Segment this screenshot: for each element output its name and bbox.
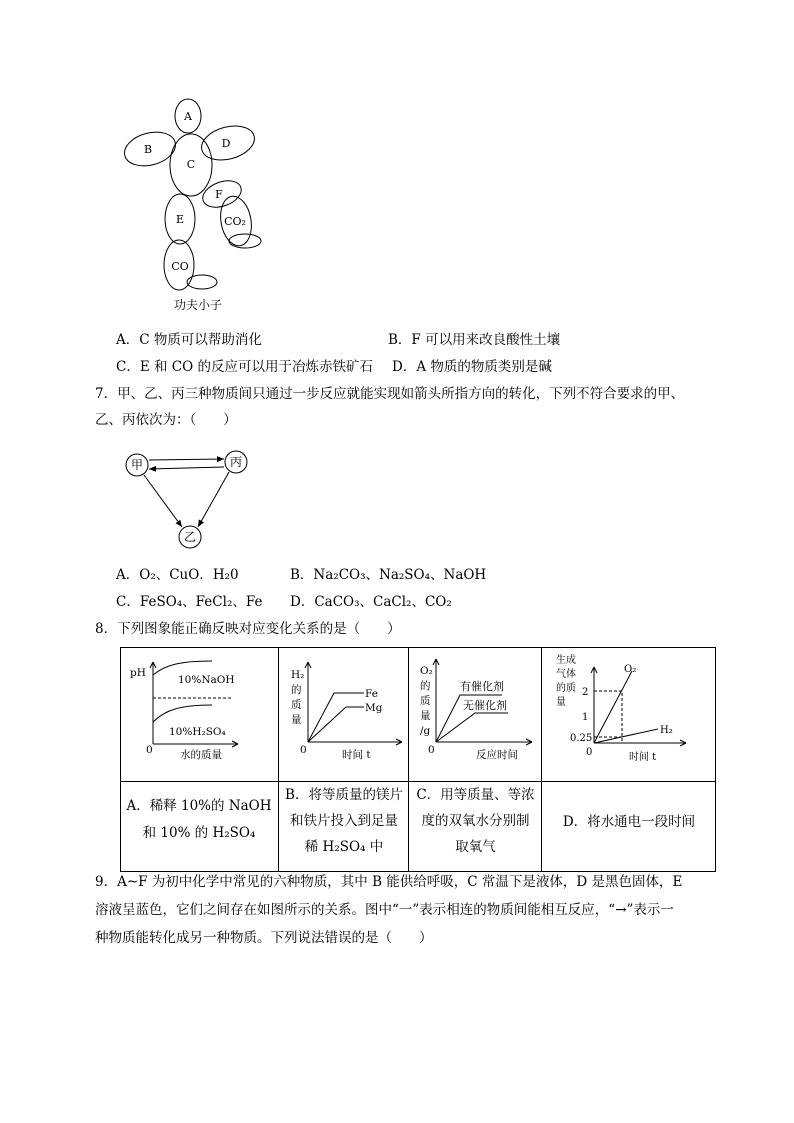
label-d: D [221, 137, 231, 150]
node-jia-label: 甲 [130, 458, 144, 472]
graph-a-xlabel: 水的质量 [180, 749, 222, 761]
label-c: C [186, 158, 196, 171]
o2-line [594, 671, 632, 743]
naoh-curve [153, 661, 212, 675]
q8-caption-d-line1: D．将水通电一段时间 [562, 814, 696, 830]
label-e: E [175, 213, 185, 226]
graph-d-ylabel-3: 量 [556, 697, 566, 708]
graph-d-tick-2: 2 [582, 687, 589, 698]
q8-caption-a [120, 795, 278, 844]
graph-d-tick-025: 0.25 [570, 733, 593, 744]
q9-stem-line1: 9．A~F 为初中化学中常见的六种物质，其中 B 能供给呼吸，C 常温下是液体，D 是黑色固体，E [95, 874, 683, 890]
figure-caption: 功夫小子 [173, 298, 223, 312]
graph-c-xlabel: 反应时间 [476, 749, 518, 761]
kungfu-kid-figure [118, 95, 278, 325]
graph-d-line2-label: H₂ [660, 725, 673, 736]
graph-a [130, 661, 238, 761]
node-co2-foot-ellipse [229, 234, 261, 248]
graph-a-curve1-label: 10%NaOH [178, 674, 235, 686]
label-f: F [215, 188, 223, 201]
graph-b-xlabel: 时间 t [342, 749, 371, 761]
q7-option-a: A．O₂、CuO．H₂0 [116, 567, 239, 583]
graph-c-ylabel-2: 质 [420, 695, 431, 707]
q7-option-b: B．Na₂CO₃、Na₂SO₄、NaOH [290, 567, 487, 583]
q8-caption-a-line2: 和 10% 的 H₂SO₄ [142, 825, 256, 841]
node-yi-label: 乙 [183, 530, 197, 544]
arrow-bing-to-jia [149, 467, 224, 469]
arrow-bing-to-yi [198, 472, 229, 527]
q8-caption-c-line1: C．用等质量、等浓 [416, 787, 535, 803]
graph-b-ylabel-1: 的 [291, 684, 302, 696]
graph-c-line1-label: 有催化剂 [460, 680, 504, 693]
q7-option-d: D．CaCO₃、CaCl₂、CO₂ [290, 594, 452, 610]
graph-c [420, 659, 532, 761]
q7-stem-line2: 乙、丙依次为：（ ） [95, 412, 237, 428]
q8-caption-c [409, 784, 542, 858]
node-co-foot-ellipse [187, 275, 217, 289]
graph-c-ylabel-0: O₂ [420, 665, 433, 677]
q8-caption-b-line1: B．将等质量的镁片 [285, 787, 403, 803]
graph-b-ylabel-0: H₂ [291, 669, 305, 681]
label-co2: CO₂ [224, 215, 246, 228]
q6-option-a: A．C 物质可以帮助消化 [116, 332, 262, 348]
graph-b-line1-label: Fe [365, 688, 378, 700]
h2-line [594, 729, 658, 743]
graph-d [556, 653, 686, 763]
q8-caption-c-line3: 取氧气 [455, 839, 496, 855]
q6-option-b: B．F 可以用来改良酸性土壤 [388, 332, 561, 348]
q6-option-d: D．A 物质的物质类别是碱 [392, 359, 552, 375]
graph-d-tick-1: 1 [582, 712, 589, 723]
graph-d-ylabel-0: 生成 [556, 655, 576, 666]
graph-a-ylabel: pH [130, 667, 146, 679]
graph-d-line1-label: O₂ [624, 664, 637, 675]
h2so4-curve [153, 705, 212, 722]
q8-caption-b [279, 784, 409, 858]
graph-c-line2-label: 无催化剂 [463, 699, 507, 712]
graph-c-origin: 0 [428, 744, 435, 756]
graph-b-ylabel-3: 量 [291, 714, 302, 726]
q9-stem-line3: 种物质能转化成另一种物质。下列说法错误的是（ ） [95, 930, 433, 946]
graph-d-ylabel-1: 气体 [556, 669, 576, 680]
graph-c-ylabel-1: 的 [420, 680, 431, 692]
arrow-jia-to-bing [149, 459, 224, 460]
q8-caption-c-line2: 度的双氧水分别制 [421, 813, 530, 829]
graph-b [291, 662, 402, 761]
q8-caption-d [542, 811, 716, 833]
graph-d-ylabel-2: 的质 [556, 683, 576, 694]
graph-d-xlabel: 时间 t [629, 752, 657, 763]
without-catalyst-line [436, 713, 508, 742]
graph-a-curve2-label: 10%H₂SO₄ [169, 726, 226, 738]
graph-d-origin: 0 [586, 747, 593, 758]
label-b: B [143, 143, 153, 156]
q8-caption-b-line3: 稀 H₂SO₄ 中 [304, 839, 384, 855]
q8-stem: 8．下列图象能正确反映对应变化关系的是（ ） [95, 621, 401, 637]
q8-caption-a-line1: A．稀释 10%的 NaOH [126, 798, 272, 814]
q7-option-c: C．FeSO₄、FeCl₂、Fe [116, 594, 263, 610]
mg-line [308, 707, 364, 742]
label-co: CO [171, 260, 189, 273]
node-bing-label: 丙 [229, 455, 243, 469]
q7-stem-line1: 7．甲、乙、丙三种物质间只通过一步反应就能实现如箭头所指方向的转化，下列不符合要求的甲、 [95, 386, 685, 402]
graph-b-line2-label: Mg [365, 702, 383, 714]
arrow-jia-to-yi [144, 475, 182, 527]
graph-b-origin: 0 [300, 744, 307, 756]
label-a: A [184, 110, 192, 123]
graph-b-ylabel-2: 质 [291, 699, 302, 711]
q8-caption-b-line2: 和铁片投入到足量 [290, 813, 398, 829]
graph-c-ylabel-3: 量 [420, 710, 431, 722]
q7-triangle-diagram [115, 445, 265, 550]
graph-a-origin: 0 [146, 744, 153, 756]
q6-option-c: C．E 和 CO 的反应可以用于冶炼赤铁矿石 [116, 359, 373, 375]
graph-c-ylabel-4: /g [420, 725, 431, 737]
q9-stem-line2: 溶液呈蓝色，它们之间存在如图所示的关系。图中“一”表示相连的物质间能相互反应，“→”表示一 [95, 902, 674, 918]
